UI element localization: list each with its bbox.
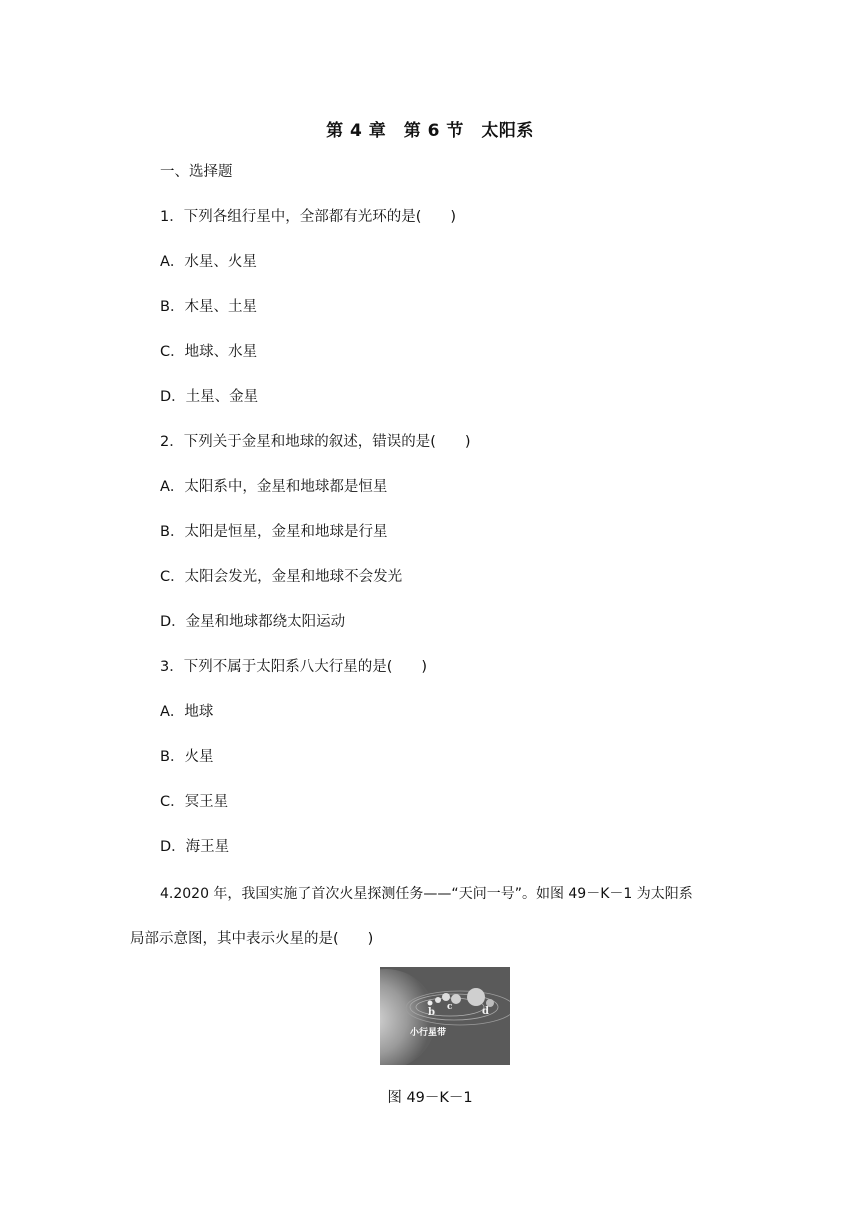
question-1-option-d: D．土星、金星	[160, 389, 259, 405]
question-1-option-c: C．地球、水星	[160, 344, 258, 360]
solar-system-figure	[380, 967, 510, 1065]
question-4-stem-line2: 局部示意图，其中表示火星的是( )	[130, 931, 374, 947]
question-4-stem-line1: 4.2020 年，我国实施了首次火星探测任务——“天问一号”。如图 49－K－1 为太阳系	[160, 886, 693, 902]
question-3-option-b: B．火星	[160, 749, 214, 765]
question-2-option-b: B．太阳是恒星，金星和地球是行星	[160, 524, 388, 540]
question-3-option-c: C．冥王星	[160, 794, 229, 810]
question-3-option-d: D．海王星	[160, 839, 230, 855]
question-2-stem: 2．下列关于金星和地球的叙述，错误的是( )	[160, 434, 471, 450]
question-1-stem: 1．下列各组行星中，全部都有光环的是( )	[160, 209, 457, 225]
solar-system-diagram	[380, 967, 510, 1065]
figure-caption: 图 49－K－1	[387, 1090, 473, 1106]
planet-label-b: b	[428, 1007, 435, 1018]
planet-label-d: d	[482, 1006, 489, 1017]
question-1-option-a: A．水星、火星	[160, 254, 257, 270]
planet-label-c: c	[447, 1002, 453, 1012]
section-heading: 一、选择题	[160, 164, 233, 180]
question-3-option-a: A．地球	[160, 704, 214, 720]
asteroid-belt-label: 小行星带	[410, 1028, 447, 1038]
question-2-option-d: D．金星和地球都绕太阳运动	[160, 614, 346, 630]
question-2-option-a: A．太阳系中，金星和地球都是恒星	[160, 479, 388, 495]
question-1-option-b: B．木星、土星	[160, 299, 257, 315]
page-title: 第 4 章 第 6 节 太阳系	[326, 121, 534, 141]
question-3-stem: 3．下列不属于太阳系八大行星的是( )	[160, 659, 428, 675]
question-2-option-c: C．太阳会发光，金星和地球不会发光	[160, 569, 403, 585]
